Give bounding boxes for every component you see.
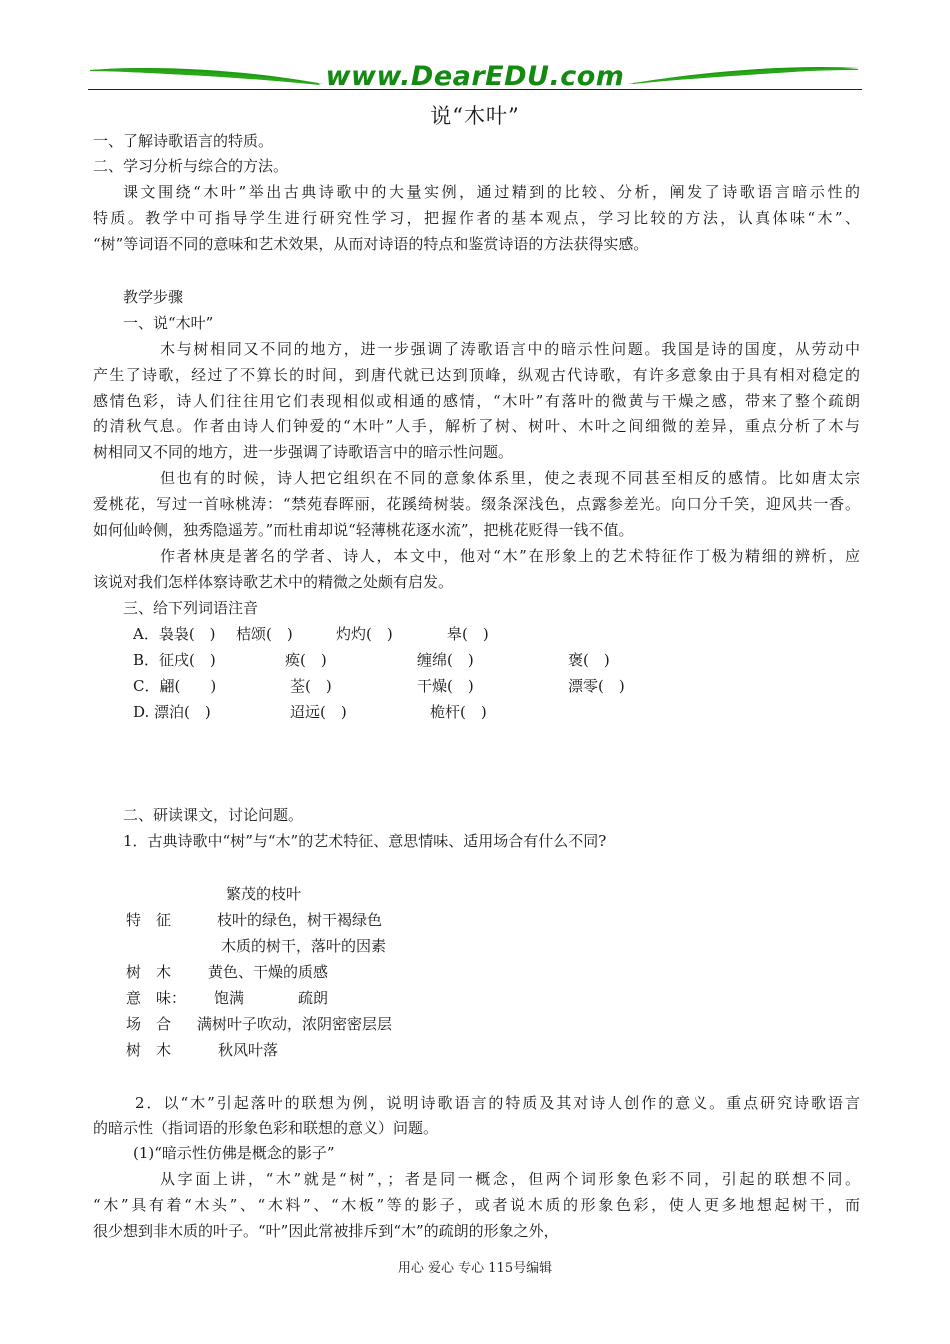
feature-line: 木质的树干，落叶的因素: [221, 937, 387, 955]
intro-line: 特质。教学中可指导学生进行研究性学习，把握作者的基本观点，学习比较的方法，认真体味“木”、: [93, 209, 860, 227]
shumu-value: 黄色、干燥的质感: [208, 963, 329, 981]
para2-line: 如何仙岭侧，独秀隐遥芳。”而杜甫却说“轻薄桃花逐水流”，把桃花贬得一钱不值。: [93, 521, 634, 539]
section1-heading: 一、说“木叶”: [123, 314, 214, 332]
shumu-value: 秋风叶落: [218, 1041, 279, 1059]
exercise-item: 漂零( ): [568, 677, 625, 695]
mood-label: 意 味：: [126, 989, 187, 1007]
para1-line: 感情色彩，诗人们往往用它们表现相似或相通的感情，“木叶”有落叶的微黄与干燥之感，带来了整个疏朗: [93, 392, 860, 410]
exercise-item: 迢远( ): [290, 703, 347, 721]
feature-label: 特 征: [126, 911, 172, 929]
feature-line: 枝叶的绿色，树干褐绿色: [217, 911, 383, 929]
intro-line: “树”等词语不同的意味和艺术效果，从而对诗语的特点和鉴赏诗语的方法获得实感。: [93, 235, 649, 253]
feature-line: 繁茂的枝叶: [226, 885, 302, 903]
exercise-item: 荃( ): [290, 677, 332, 695]
exercise-item: 桅杆( ): [430, 703, 487, 721]
para2-line: 但也有的时候，诗人把它组织在不同的意象体系里，使之表现不同甚至相反的感情。比如唐太宗: [160, 469, 860, 487]
sub1-line: 从字面上讲，“木”就是“树”，；者是同一概念，但两个词形象色彩不同，引起的联想不同。: [160, 1170, 860, 1188]
question-2-line: 的暗示性（指词语的形象色彩和联想的意义）问题。: [93, 1119, 439, 1137]
exercise-item: D. 漂泊( ): [133, 703, 211, 721]
exercise-item: 桔颂( ): [236, 625, 293, 643]
question-2-line: 2．以“木”引起落叶的联想为例，说明诗歌语言的特质及其对诗人创作的意义。重点研究诗歌语言: [135, 1094, 860, 1112]
site-url-logo: www.DearEDU.com: [325, 61, 625, 92]
exercise-item: 干燥( ): [417, 677, 474, 695]
sub1-heading: (1)“暗示性仿佛是概念的影子”: [133, 1144, 335, 1162]
para1-line: 产生了诗歌，经过了不算长的时间，到唐代就已达到顶峰，纵观古代诗歌，有许多意象由于具有相对稳定的: [93, 366, 860, 384]
goal-2: 二、学习分析与综合的方法。: [93, 157, 289, 175]
section3-heading: 三、给下列词语注音: [123, 599, 259, 617]
para2-line: 爱桃花，写过一首咏桃涛：“禁苑春晖丽，花蹊绮树装。缀条深浅色，点露参差光。向口分千笑，迎风共一香。: [93, 495, 860, 513]
exercise-item: 痪( ): [285, 651, 327, 669]
exercise-item: 褒( ): [568, 651, 610, 669]
exercise-item: B．征戌( ): [133, 651, 216, 669]
para1-line: 的清秋气息。作者由诗人们钟爱的“木叶”人手，解析了树、树叶、木叶之间细微的差异，重点分析了木与: [93, 417, 860, 435]
shumu-label: 树 木: [126, 963, 172, 981]
para3-line: 作者林庚是著名的学者、诗人，本文中，他对“木”在形象上的艺术特征作丁极为精细的辨析，应: [160, 547, 860, 565]
intro-line: 课文围绕“木叶”举出古典诗歌中的大量实例，通过精到的比较、分析，阐发了诗歌语言暗示性的: [123, 183, 860, 201]
header-rule: [88, 89, 862, 90]
site-banner: [88, 58, 862, 98]
exercise-item: 缠绵( ): [417, 651, 474, 669]
occasion-label: 场 合: [126, 1015, 172, 1033]
sub1-line: 很少想到非木质的叶子。“叶”因此常被排斥到“木”的疏朗的形象之外，: [93, 1222, 559, 1240]
exercise-item: 灼灼( ): [336, 625, 393, 643]
shumu-label: 树 木: [126, 1041, 172, 1059]
exercise-item: A．袅袅( ): [133, 625, 216, 643]
exercise-item: C．翩( ): [133, 677, 217, 695]
page-title: 说“木叶”: [430, 104, 520, 128]
occasion-value: 满树叶子吹动，浓阴密密层层: [197, 1015, 393, 1033]
mood-value-a: 饱满: [214, 989, 245, 1007]
para1-line: 树相同又不同的地方，进一步强调了诗歌语言中的暗示性问题。: [93, 443, 514, 461]
mood-value-b: 疏朗: [298, 989, 329, 1007]
question-1: 1．古典诗歌中“树”与“木”的艺术特征、意思情味、适用场合有什么不同?: [123, 832, 607, 850]
sub1-line: “木”具有着“木头”、“木料”、“木板”等的影子，或者说木质的形象色彩，使人更多地想起树干，而: [93, 1196, 860, 1214]
para1-line: 木与树相同又不同的地方，进一步强调了涛歌语言中的暗示性问题。我国是诗的国度，从劳动中: [160, 340, 860, 358]
para3-line: 该说对我们怎样体察诗歌艺术中的精微之处颇有启发。: [93, 573, 454, 591]
exercise-item: 皋( ): [447, 625, 489, 643]
steps-heading: 教学步骤: [123, 288, 184, 306]
page-footer: 用心 爱心 专心 115号编辑: [397, 1261, 553, 1276]
goal-1: 一、了解诗歌语言的特质。: [93, 132, 274, 150]
section2-heading: 二、研读课文，讨论问题。: [123, 806, 304, 824]
